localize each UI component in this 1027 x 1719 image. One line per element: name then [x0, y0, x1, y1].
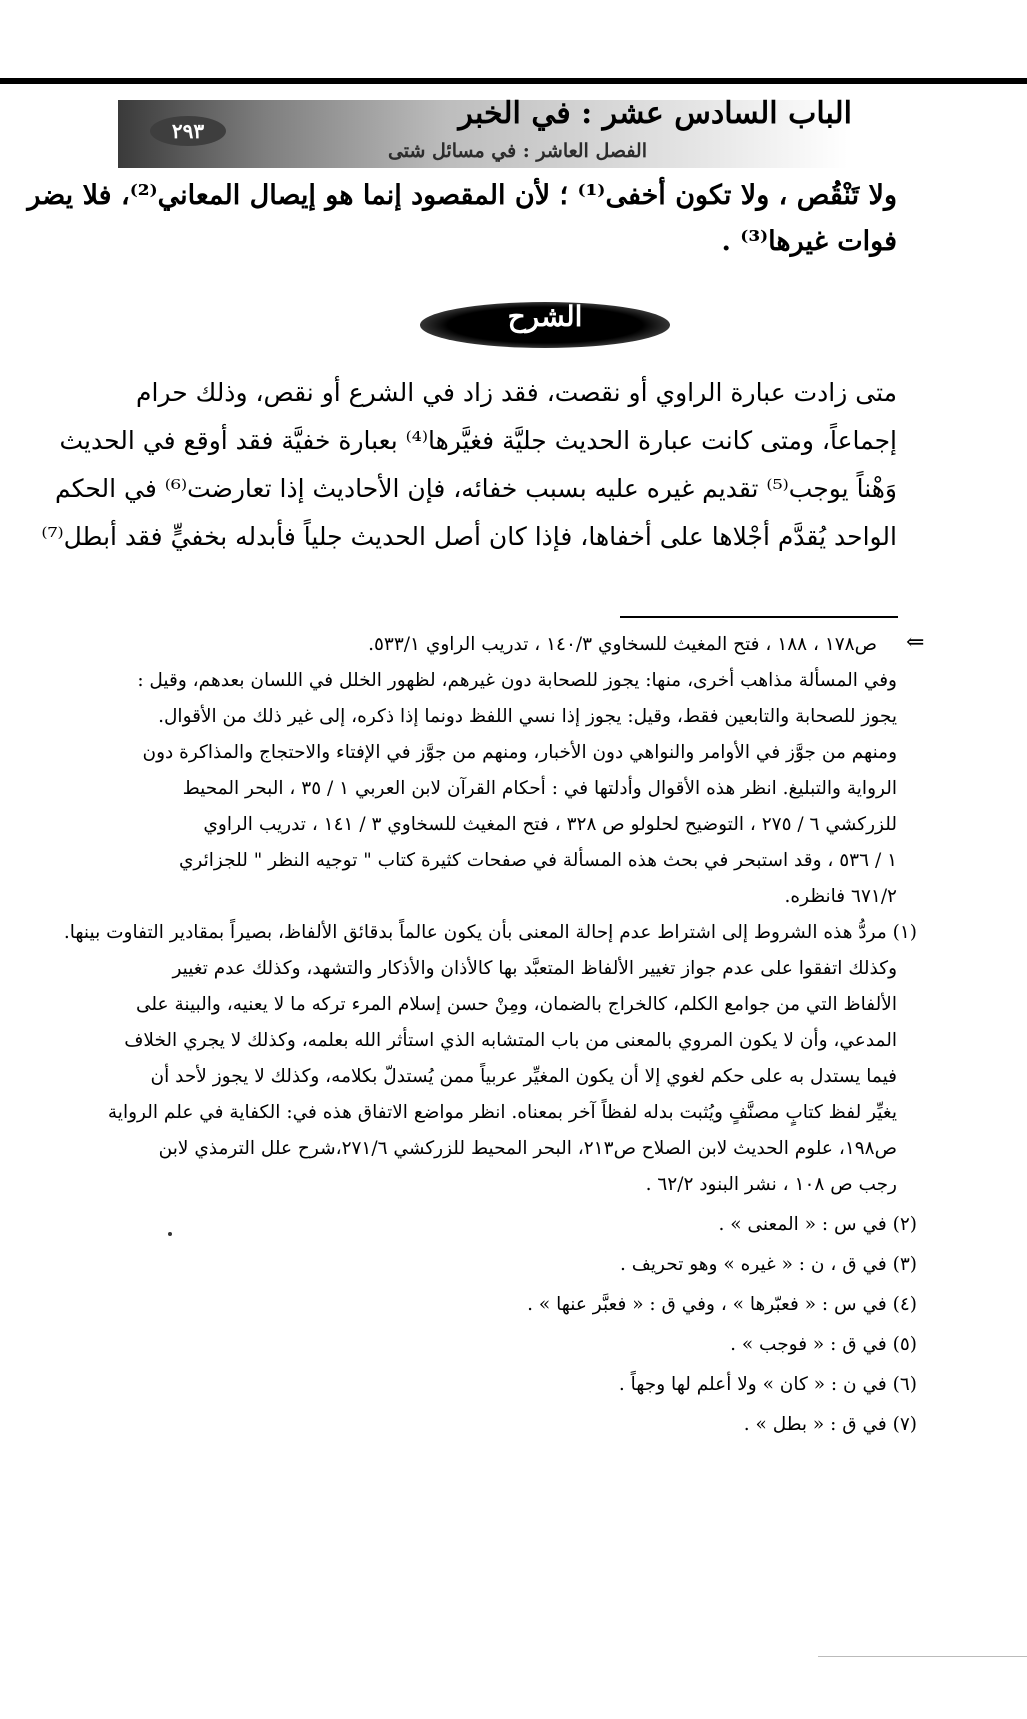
bottom-rule [818, 1656, 1027, 1657]
footnote-1-line: (١) مردُّ هذه الشروط إلى اشتراط عدم إحالة المعنى بأن يكون عالماً بدقائق الألفاظ، بصيراً بمقادير التفاوت بينها. [63, 922, 917, 943]
footnote-line: يجوز للصحابة والتابعين فقط، وقيل: يجوز إذا نسي اللفظ دونما إذا ذكره، إلى غير ذلك من الأقوال. [158, 706, 897, 727]
commentary-line: وَهْناً يوجب⁽⁵⁾ تقديم غيره عليه بسبب خفائه، فإن الأحاديث إذا تعارضت⁽⁶⁾ في الحكم [54, 474, 897, 503]
main-text-line: ولا تَنْقُص ، ولا تكون أخفى⁽¹⁾ ؛ لأن المقصود إنما هو إيصال المعاني⁽²⁾، فلا يضر [27, 180, 897, 211]
footnote-line: ١ / ٥٣٦ ، وقد استبحر في بحث هذه المسألة في صفحات كثيرة كتاب " توجيه النظر " للجزائري [178, 850, 897, 871]
section-title: الشرح [507, 300, 583, 333]
footnote-short: (٣) في ق ، ن : « غيره » وهو تحريف . [620, 1254, 917, 1275]
footnote-1-line: وكذلك اتفقوا على عدم جواز تغيير الألفاظ المتعبَّد بها كالأذان والأذكار والتشهد، وكذلك عدم تغيير [172, 958, 897, 979]
footnote-short: (٤) في س : « فعبّرها » ، وفي ق : « فعبَّر عنها » . [527, 1294, 917, 1315]
footnote-1-line: ص١٩٨، علوم الحديث لابن الصلاح ص٢١٣، البحر المحيط للزركشي ٢٧١/٦،شرح علل الترمذي لابن [158, 1138, 897, 1159]
main-text-line: فوات غيرها⁽³⁾ . [721, 226, 897, 257]
footnote-1-line: رجب ص ١٠٨ ، نشر البنود ٦٢/٢ . [645, 1174, 897, 1195]
footnote-short: (٧) في ق : « بطل » . [743, 1414, 917, 1435]
footnote-line: للزركشي ٦ / ٢٧٥ ، التوضيح لحلولو ص ٣٢٨ ، فتح المغيث للسخاوي ٣ / ١٤١ ، تدريب الراوي [203, 814, 897, 835]
chapter-title: الباب السادس عشر : في الخبر [458, 96, 852, 131]
section-subtitle: الفصل العاشر : في مسائل شتى [387, 140, 647, 162]
footnote-line: وفي المسألة مذاهب أخرى، منها: يجوز للصحابة دون غيرهم، لظهور الخلل في اللسان بعدهم، وقيل : [137, 670, 897, 691]
footnote-1-line: فيما يستدل به على حكم لغوي إلا أن يكون المغيِّر عربياً ممن يُستدلّ بكلامه، وكذلك لا يجوز لأحد أن [150, 1066, 897, 1087]
footnote-1-line: المدعي، وأن لا يكون المروي بالمعنى من باب المتشابه الذي استأثر الله بعلمه، وكذلك لا يجري الخلاف [124, 1030, 897, 1051]
footnote-short: (٥) في ق : « فوجب » . [730, 1334, 917, 1355]
footnote-short: (٢) في س : « المعنى » . [718, 1214, 917, 1235]
scan-speck [168, 1232, 172, 1236]
commentary-line: الواحد يُقدَّم أجْلاها على أخفاها، فإذا كان أصل الحديث جلياً فأبدله بخفيٍّ فقد أبطل⁽⁷⁾ [41, 522, 897, 551]
footnote-short: (٦) في ن : « كان » ولا أعلم لها وجهاً . [618, 1374, 917, 1395]
footnote-1-line: يغيِّر لفظ كتابٍ مصنَّفٍ ويُثبت بدله لفظاً آخر بمعناه. انظر مواضع الاتفاق هذه في: الكفاية في علم الرواية [107, 1102, 897, 1123]
footnote-1-line: الألفاظ التي من جوامع الكلم، كالخراج بالضمان، ومِنْ حسن إسلام المرء تركه ما لا يعنيه، والبينة على [136, 994, 897, 1015]
commentary-line: إجماعاً، ومتى كانت عبارة الحديث جليَّة فغيَّرها⁽⁴⁾ بعبارة خفيَّة فقد أوقع في الحديث [59, 426, 897, 455]
continuation-arrow: ⇐ [906, 630, 925, 655]
commentary-line: متى زادت عبارة الراوي أو نقصت، فقد زاد في الشرع أو نقص، وذلك حرام [136, 378, 897, 407]
page-number: ٢٩٣ [150, 116, 226, 146]
footnote-divider [620, 616, 898, 618]
footnote-line: الرواية والتبليغ. انظر هذه الأقوال وأدلتها في : أحكام القرآن لابن العربي ١ / ٣٥ ، البحر المحيط [182, 778, 897, 799]
top-rule [0, 78, 1027, 84]
footnote-line: ٦٧١/٢ فانظره. [784, 886, 897, 907]
footnote-line: ص١٧٨ ، ١٨٨ ، فتح المغيث للسخاوي ١٤٠/٣ ، تدريب الراوي ٥٣٣/١. [368, 634, 877, 655]
footnote-line: ومنهم من جوَّز في الأوامر والنواهي دون الأخبار، ومنهم من جوَّز في الإفتاء والاحتجاج والمذاكرة دون [142, 742, 897, 763]
